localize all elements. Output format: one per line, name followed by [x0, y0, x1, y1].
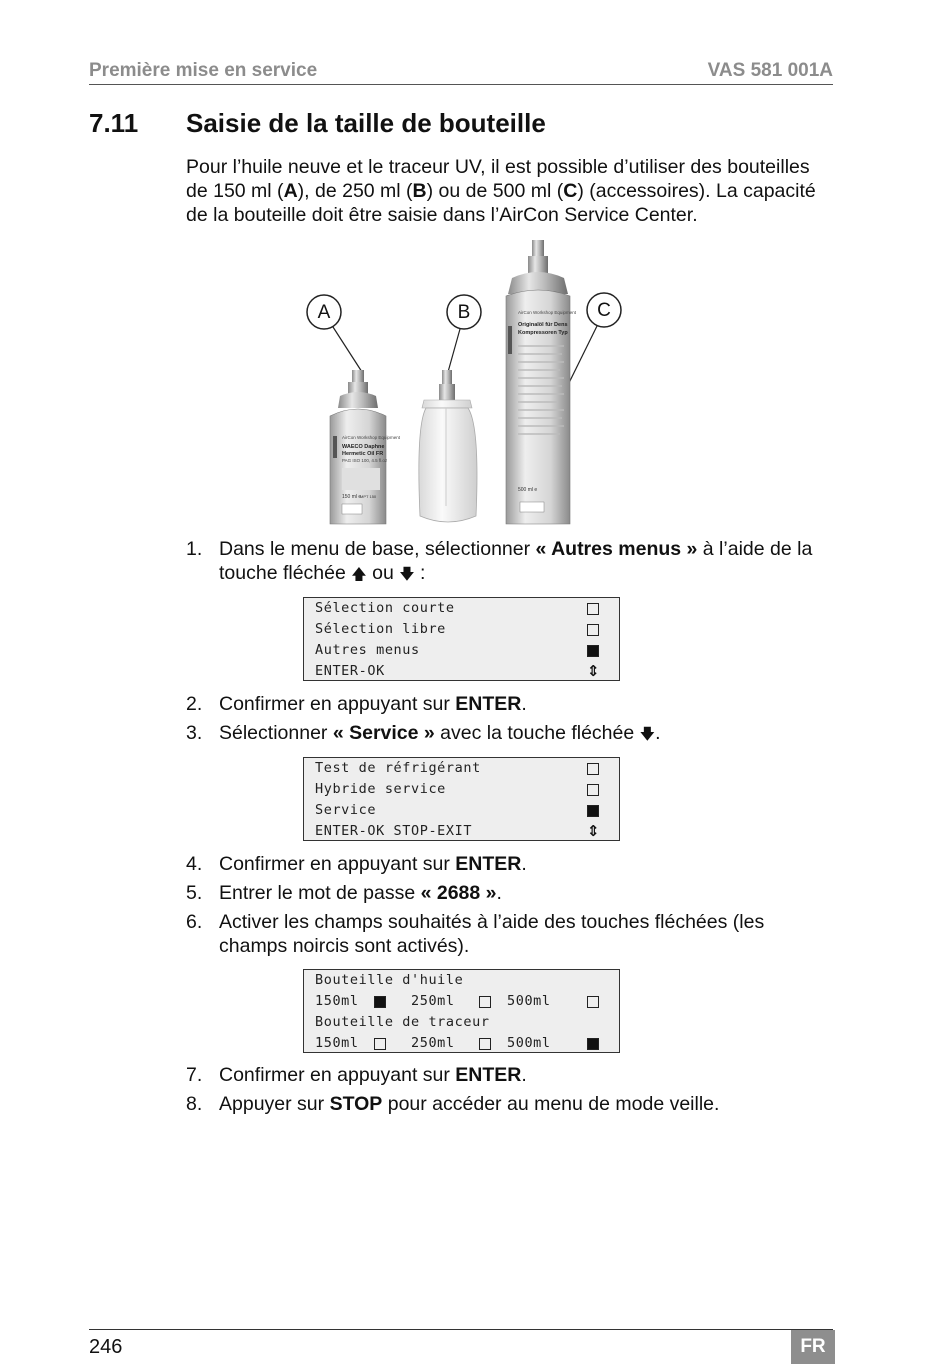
svg-text:Originalöl für Dens: Originalöl für Dens: [518, 322, 568, 328]
checkbox-empty: [587, 996, 599, 1008]
checkbox-empty: [587, 763, 599, 775]
lcd-row: Test de réfrigérant: [315, 760, 481, 776]
step-text: Confirmer en appuyant sur ENTER.: [219, 853, 527, 875]
lcd-row: Bouteille de traceur: [315, 1014, 490, 1030]
callout-a: [307, 295, 362, 372]
step-number: 4.: [186, 853, 203, 875]
step-number: 1.: [186, 538, 203, 560]
lcd-display-bottle-size: [303, 969, 620, 1053]
arrow-down-icon: 🡇: [399, 566, 415, 583]
checkbox-empty: [479, 996, 491, 1008]
lcd-row: Bouteille d'huile: [315, 972, 464, 988]
checkbox-empty: [374, 1038, 386, 1050]
step-number: 5.: [186, 882, 203, 904]
intro-text: Pour l’huile neuve et le traceur UV, il est possible d’utiliser des bouteilles de 150 ml (: [186, 156, 810, 202]
bottle-a-150ml: [330, 370, 401, 524]
svg-text:AirCon Workshop Equipment: AirCon Workshop Equipment: [342, 435, 400, 440]
checkbox-empty: [587, 784, 599, 796]
page-number: 246: [89, 1336, 123, 1358]
lcd-display-main-menu: [303, 597, 620, 681]
svg-text:Hermetic Oil FR: Hermetic Oil FR: [342, 451, 384, 457]
footer-divider: [89, 1329, 833, 1330]
lcd-row: ENTER-OK: [315, 663, 385, 679]
step-number: 6.: [186, 911, 203, 933]
step-text: Dans le menu de base, sélectionner « Autres menus » à l’aide de la touche fléchée 🡅 ou 🡇 :: [219, 538, 813, 584]
lcd-row: Hybride service: [315, 781, 446, 797]
checkbox-filled: [587, 1038, 599, 1050]
arrow-down-icon: 🡇: [639, 726, 656, 743]
checkbox-filled: [587, 805, 599, 817]
section-number: 7.11: [89, 108, 139, 138]
lcd-row: Sélection courte: [315, 600, 455, 616]
checkbox-empty: [479, 1038, 491, 1050]
svg-text:AirCon Workshop Equipment: AirCon Workshop Equipment: [518, 310, 576, 315]
step-number: 3.: [186, 722, 203, 744]
arrow-up-icon: 🡅: [351, 566, 367, 583]
intro-text: ) (accessoires). La capacité de la bouteille doit être saisie dans l’AirCon Service Center.: [186, 180, 816, 226]
key-name: ENTER: [455, 1064, 522, 1086]
checkbox-empty: [587, 624, 599, 636]
bottle-c-500ml: [506, 240, 577, 524]
bottle-figure: [300, 236, 640, 531]
language-badge: FR: [791, 1330, 835, 1364]
step-text: Appuyer sur STOP pour accéder au menu de mode veille.: [219, 1093, 720, 1115]
step-text: Confirmer en appuyant sur ENTER.: [219, 1064, 527, 1086]
svg-text:B: B: [457, 302, 471, 323]
checkbox-empty: [587, 603, 599, 615]
svg-text:PAG ISO 100, 4.5 fl.oz: PAG ISO 100, 4.5 fl.oz: [342, 458, 388, 463]
svg-text:A: A: [317, 302, 331, 323]
intro-text: ) ou de 500 ml (: [426, 180, 564, 202]
section-title-text: Saisie de la taille de bouteille: [186, 108, 546, 138]
intro-text: ), de 250 ml (: [297, 180, 413, 202]
step-text: Entrer le mot de passe « 2688 ».: [219, 882, 502, 904]
svg-text:Kompressoren Typ: Kompressoren Typ: [518, 330, 568, 336]
lcd-display-other-menus: [303, 757, 620, 841]
step-text: Confirmer en appuyant sur ENTER.: [219, 693, 527, 715]
intro-ref-c: C: [563, 180, 578, 202]
intro-ref-a: A: [283, 180, 298, 202]
svg-text:C: C: [597, 300, 611, 321]
up-down-arrow-icon: ⇕: [587, 662, 600, 680]
step-number: 7.: [186, 1064, 203, 1086]
svg-text:150 ml e: 150 ml e: [342, 494, 362, 500]
header-section-title: Première mise en service: [89, 60, 318, 81]
intro-paragraph: [186, 155, 836, 227]
up-down-arrow-icon: ⇕: [587, 822, 600, 840]
lcd-row: 150ml 250ml 500ml: [315, 993, 551, 1009]
key-name: STOP: [329, 1093, 383, 1115]
checkbox-filled: [374, 996, 386, 1008]
key-name: ENTER: [455, 853, 522, 875]
bottles-illustration: [300, 236, 640, 531]
svg-text:WAECO Daphne: WAECO Daphne: [342, 444, 385, 450]
key-name: ENTER: [455, 693, 522, 715]
header-product-code: VAS 581 001A: [707, 60, 833, 81]
lcd-row: ENTER-OK STOP-EXIT: [315, 823, 473, 839]
step-text: Activer les champs souhaités à l’aide des touches fléchées (les champs noircis sont activés).: [219, 911, 765, 957]
lcd-row: Autres menus: [315, 642, 420, 658]
svg-text:MPT 150: MPT 150: [360, 494, 377, 499]
callout-b: [447, 295, 481, 372]
menu-name: « Service »: [332, 722, 435, 744]
step-text: Sélectionner « Service » avec la touche fléchée 🡇.: [219, 722, 661, 744]
lcd-row: Service: [315, 802, 377, 818]
lcd-row: 150ml 250ml 500ml: [315, 1035, 551, 1051]
bottle-b-250ml: [419, 370, 477, 522]
lcd-row: Sélection libre: [315, 621, 446, 637]
step-number: 2.: [186, 693, 203, 715]
page-header: [89, 58, 833, 85]
menu-name: « Autres menus »: [535, 538, 698, 560]
password: « 2688 »: [420, 882, 497, 904]
step-number: 8.: [186, 1093, 203, 1115]
checkbox-filled: [587, 645, 599, 657]
callout-c: [564, 293, 621, 393]
svg-text:500 ml e: 500 ml e: [518, 487, 538, 493]
intro-ref-b: B: [412, 180, 427, 202]
